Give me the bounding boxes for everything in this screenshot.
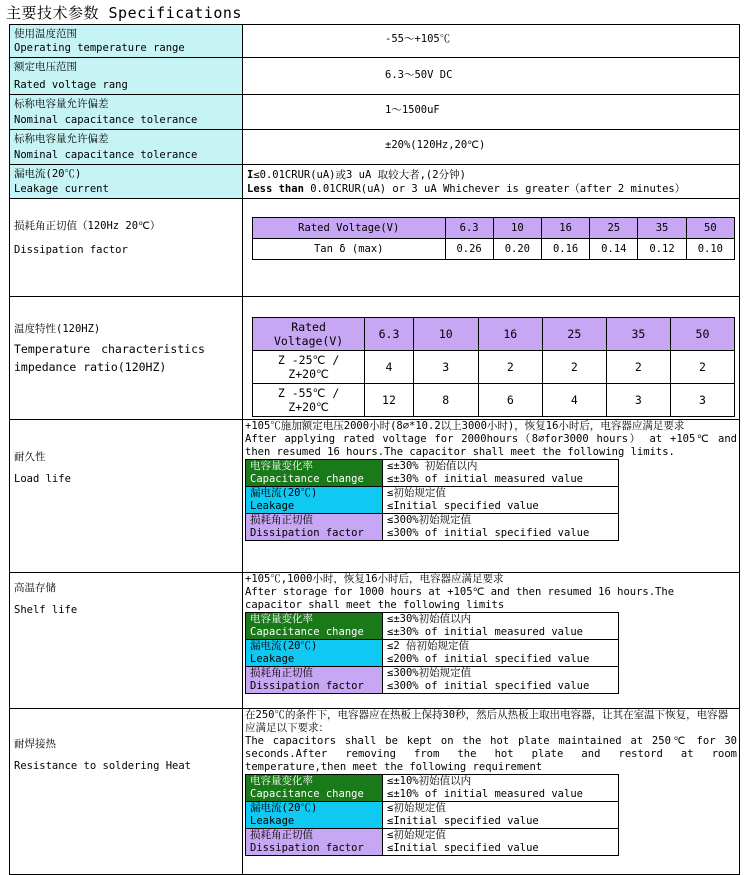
rows-df-values-0: 0.26 xyxy=(445,239,493,260)
value-dissipation-factor xyxy=(243,199,740,297)
rows-df-volts-5: 50 xyxy=(686,218,734,239)
rows-load-label_en: Load life xyxy=(14,473,71,485)
rows-solder-text_cn: 在250℃的条件下，电容器应在热板上保持30秒，然后从热板上取出电容器，让其在室温下恢复，电容器应满足以下要求： xyxy=(245,709,729,734)
rows-load-text_cn: +105℃施加额定电压2000小时(8∅*10.2以上3000小时)，恢复16小时后，电容器应满足要求 xyxy=(245,420,685,432)
rows-imp-r1label: Z -25℃ / Z+20℃ xyxy=(253,351,365,384)
soldering-limits xyxy=(245,774,619,856)
rows-imp-r2-3: 4 xyxy=(542,384,606,417)
rows-temp-value: -55～+105℃ xyxy=(385,33,451,45)
load-life-limits xyxy=(245,459,619,541)
rows-df-volts-4: 35 xyxy=(638,218,686,239)
rows-imp-r2-5: 3 xyxy=(670,384,734,417)
row-dissipation-factor xyxy=(10,199,740,297)
rows-temp-label_cn: 使用温度范围 xyxy=(14,28,77,40)
rows-df-rowlabel: Tan δ (max) xyxy=(253,239,446,260)
rows-imp-label_en1: Temperature characteristics xyxy=(14,342,205,356)
label-rated-voltage xyxy=(10,58,243,95)
rows-load-limits-2-k_en: Dissipation factor xyxy=(250,527,364,539)
rows-shelf-limits-0-v_en: ≤±30% of initial measured value xyxy=(387,626,583,638)
rows-solder-limits-2-v_cn: ≤初始规定值 xyxy=(387,829,446,841)
rows-leak-line1_rest: ≤0.01CRUR(uA)或3 uA 取较大者,(2分钟) xyxy=(253,169,466,181)
rows-cap-label_cn: 标称电容量允许偏差 xyxy=(14,98,109,110)
label-impedance-ratio xyxy=(10,297,243,420)
value-load-life xyxy=(243,420,740,573)
value-impedance-ratio xyxy=(243,297,740,420)
rows-df-values-4: 0.12 xyxy=(638,239,686,260)
value-operating-temp xyxy=(243,25,740,58)
rows-shelf-limits-2-v_cn: ≤300%初始规定值 xyxy=(387,667,472,679)
rows-solder-text_en: The capacitors shall be kept on the hot plate maintained at 250℃ for 30 seconds.After removing from the hot plate and restord at room temperature,then meet the following requirement xyxy=(245,735,737,773)
label-dissipation-factor xyxy=(10,199,243,297)
rows-shelf-limits-2-k_en: Dissipation factor xyxy=(250,680,364,692)
rows-temp-label_en: Operating temperature range xyxy=(14,42,185,54)
row-capacitance-range xyxy=(10,95,740,130)
rows-imp-r1-4: 2 xyxy=(606,351,670,384)
rows-solder-limits-1-k_cn: 漏电流(20℃) xyxy=(250,802,318,814)
label-leakage-current xyxy=(10,165,243,199)
rows-df-label_en: Dissipation factor xyxy=(14,244,128,256)
rows-tol-value: ±20%(120Hz,20℃) xyxy=(385,139,486,151)
rows-solder-limits-1-k_en: Leakage xyxy=(250,815,295,827)
dissipation-table xyxy=(252,217,735,260)
value-rated-voltage xyxy=(243,58,740,95)
rows-imp-r2-0: 12 xyxy=(365,384,414,417)
label-shelf-life xyxy=(10,573,243,709)
rows-solder-limits-0-k_cn: 电容量变化率 xyxy=(250,775,313,787)
rows-leak-label_cn: 漏电流(20℃) xyxy=(14,168,82,180)
rows-load-limits-1-v_cn: ≤初始规定值 xyxy=(387,487,446,499)
rows-load-limits-2-k_cn: 损耗角正切值 xyxy=(250,514,313,526)
rows-imp-r1-5: 2 xyxy=(670,351,734,384)
page-title: 主要技术参数 Specifications xyxy=(6,4,242,22)
rows-solder-limits-1-v_cn: ≤初始规定值 xyxy=(387,802,446,814)
rows-df-header: Rated Voltage(V) xyxy=(253,218,446,239)
row-leakage-current xyxy=(10,165,740,199)
rows-df-label_cn: 损耗角正切值（120Hz 20℃） xyxy=(14,220,161,232)
rows-imp-r2-2: 6 xyxy=(478,384,542,417)
rows-solder-label_en: Resistance to soldering Heat xyxy=(14,760,192,772)
rows-imp-volts-3: 25 xyxy=(542,318,606,351)
rows-leak-label_en: Leakage current xyxy=(14,183,109,195)
rows-df-values-5: 0.10 xyxy=(686,239,734,260)
rows-load-limits-0-k_en: Capacitance change xyxy=(250,473,364,485)
rows-imp-r2label: Z -55℃ / Z+20℃ xyxy=(253,384,365,417)
impedance-table xyxy=(252,317,735,417)
value-capacitance-tolerance xyxy=(243,130,740,165)
rows-shelf-limits-0-k_cn: 电容量变化率 xyxy=(250,613,313,625)
rows-imp-volts-0: 6.3 xyxy=(365,318,414,351)
rows-imp-r1-3: 2 xyxy=(542,351,606,384)
row-impedance-ratio xyxy=(10,297,740,420)
rows-solder-limits-2-k_cn: 损耗角正切值 xyxy=(250,829,313,841)
value-shelf-life xyxy=(243,573,740,709)
rows-df-values-2: 0.16 xyxy=(541,239,589,260)
rows-df-volts-2: 16 xyxy=(541,218,589,239)
rows-load-limits-1-k_cn: 漏电流(20℃) xyxy=(250,487,318,499)
label-capacitance-range xyxy=(10,95,243,130)
rows-imp-r2-1: 8 xyxy=(413,384,478,417)
rows-shelf-text_cn: +105℃,1000小时，恢复16小时后，电容器应满足要求 xyxy=(245,573,504,585)
rows-df-values-3: 0.14 xyxy=(590,239,638,260)
rows-shelf-limits-1-k_cn: 漏电流(20℃) xyxy=(250,640,318,652)
rows-df-volts-3: 25 xyxy=(590,218,638,239)
rows-voltage-value: 6.3～50V DC xyxy=(385,69,453,81)
label-capacitance-tolerance xyxy=(10,130,243,165)
rows-leak-line1_bold: I xyxy=(247,169,254,181)
rows-leak-line2_rest: 0.01CRUR(uA) or 3 uA Whichever is greater（after 2 minutes） xyxy=(303,183,686,195)
rows-load-limits-0-v_en: ≤±30% of initial measured value xyxy=(387,473,583,485)
rows-shelf-limits-2-v_en: ≤300% of initial specified value xyxy=(387,680,590,692)
value-leakage-current xyxy=(243,165,740,199)
rows-solder-limits-0-k_en: Capacitance change xyxy=(250,788,364,800)
rows-imp-label_en2: impedance ratio(120HZ) xyxy=(14,360,167,374)
rows-imp-r1-1: 3 xyxy=(413,351,478,384)
rows-load-limits-1-v_en: ≤Initial specified value xyxy=(387,500,539,512)
rows-shelf-limits-1-v_en: ≤200% of initial specified value xyxy=(387,653,590,665)
rows-load-limits-2-v_en: ≤300% of initial specified value xyxy=(387,527,590,539)
spec-table xyxy=(9,24,740,875)
rows-cap-label_en: Nominal capacitance tolerance xyxy=(14,114,198,126)
rows-imp-label_cn: 温度特性(120HZ) xyxy=(14,323,101,335)
rows-cap-value: 1～1500uF xyxy=(385,104,440,116)
rows-solder-limits-2-v_en: ≤Initial specified value xyxy=(387,842,539,854)
rows-imp-volts-1: 10 xyxy=(413,318,478,351)
rows-load-label_cn: 耐久性 xyxy=(14,451,46,463)
rows-load-limits-2-v_cn: ≤300%初始规定值 xyxy=(387,514,472,526)
label-load-life xyxy=(10,420,243,573)
rows-imp-header: Rated Voltage(V) xyxy=(253,318,365,351)
value-capacitance-range xyxy=(243,95,740,130)
rows-leak-line2_bold: Less than xyxy=(247,183,304,195)
rows-imp-r1-0: 4 xyxy=(365,351,414,384)
rows-df-volts-0: 6.3 xyxy=(445,218,493,239)
rows-df-values-1: 0.20 xyxy=(493,239,541,260)
rows-load-limits-0-k_cn: 电容量变化率 xyxy=(250,460,313,472)
rows-shelf-label_cn: 高温存储 xyxy=(14,582,56,594)
rows-load-limits-0-v_cn: ≤±30% 初始值以内 xyxy=(387,460,478,472)
row-capacitance-tolerance xyxy=(10,130,740,165)
rows-shelf-text_en: After storage for 1000 hours at +105℃ and then resumed 16 hours.The capacitor shall meet the following limits xyxy=(245,586,675,611)
rows-tol-label_cn: 标称电容量允许偏差 xyxy=(14,133,109,145)
rows-imp-volts-5: 50 xyxy=(670,318,734,351)
rows-shelf-limits-0-k_en: Capacitance change xyxy=(250,626,364,638)
row-load-life xyxy=(10,420,740,573)
rows-shelf-limits-1-v_cn: ≤2 倍初始规定值 xyxy=(387,640,469,652)
rows-imp-volts-4: 35 xyxy=(606,318,670,351)
label-soldering-heat xyxy=(10,709,243,875)
rows-df-volts-1: 10 xyxy=(493,218,541,239)
rows-voltage-label_en: Rated voltage rang xyxy=(14,79,128,91)
row-shelf-life xyxy=(10,573,740,709)
rows-shelf-limits-0-v_cn: ≤±30%初始值以内 xyxy=(387,613,472,625)
rows-solder-limits-0-v_cn: ≤±10%初始值以内 xyxy=(387,775,472,787)
rows-shelf-limits-1-k_en: Leakage xyxy=(250,653,295,665)
rows-tol-label_en: Nominal capacitance tolerance xyxy=(14,149,198,161)
label-operating-temp xyxy=(10,25,243,58)
rows-imp-r1-2: 2 xyxy=(478,351,542,384)
rows-shelf-label_en: Shelf life xyxy=(14,604,78,616)
row-soldering-heat xyxy=(10,709,740,875)
rows-shelf-limits-2-k_cn: 损耗角正切值 xyxy=(250,667,313,679)
rows-solder-limits-2-k_en: Dissipation factor xyxy=(250,842,364,854)
rows-load-limits-1-k_en: Leakage xyxy=(250,500,295,512)
row-operating-temp xyxy=(10,25,740,58)
rows-solder-limits-0-v_en: ≤±10% of initial measured value xyxy=(387,788,583,800)
rows-load-text_en: After applying rated voltage for 2000hours（8∅for3000 hours） at +105℃ and then resumed 16 hours.The capacitor shall meet the following limits. xyxy=(245,433,737,458)
rows-imp-volts-2: 16 xyxy=(478,318,542,351)
rows-voltage-label_cn: 额定电压范围 xyxy=(14,61,77,73)
rows-solder-label_cn: 耐焊接热 xyxy=(14,738,56,750)
rows-imp-r2-4: 3 xyxy=(606,384,670,417)
row-rated-voltage xyxy=(10,58,740,95)
rows-solder-limits-1-v_en: ≤Initial specified value xyxy=(387,815,539,827)
value-soldering-heat xyxy=(243,709,740,875)
shelf-life-limits xyxy=(245,612,619,694)
